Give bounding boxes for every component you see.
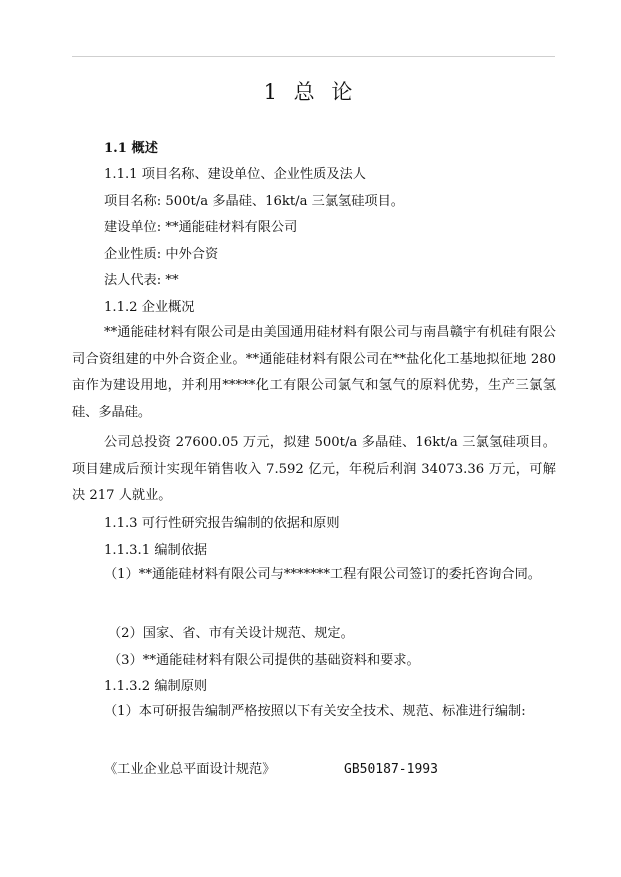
basis-item-2: （2）国家、省、市有关设计规范、规定。 [108, 626, 354, 641]
investment-paragraph: 公司总投资 27600.05 万元，拟建 500t/a 多晶硅、16kt/a 三氯氢硅项目。项目建成后预计实现年销售收入 7.592 亿元，年税后利润 34073.36 万元，可解决 217 人就业。 [72, 435, 556, 503]
section-heading-1-1: 1.1 概述 [104, 141, 158, 156]
section-heading-1-1-3-2: 1.1.3.2 编制原则 [104, 679, 208, 694]
section-heading-1-1-3: 1.1.3 可行性研究报告编制的依据和原则 [104, 516, 340, 531]
header-rule [72, 56, 555, 57]
nature-line: 企业性质: 中外合资 [104, 247, 219, 262]
basis-item-3: （3）**通能硅材料有限公司提供的基础资料和要求。 [108, 653, 420, 668]
standard-name: 《工业企业总平面设计规范》 [104, 762, 276, 777]
company-overview-paragraph: **通能硅材料有限公司是由美国通用硅材料有限公司与南昌赣宇有机硅有限公司合资组建的中外合资企业。**通能硅材料有限公司在**盐化化工基地拟征地 280 亩作为建设用地，并利用*****化工有限公司氯气和氢气的原料优势，生产三氯氢硅、多晶硅。 [72, 325, 556, 420]
standard-code: GB50187-1993 [344, 762, 438, 777]
chapter-title: 1 总 论 [263, 80, 358, 104]
section-heading-1-1-1: 1.1.1 项目名称、建设单位、企业性质及法人 [104, 167, 366, 182]
project-name-line: 项目名称: 500t/a 多晶硅、16kt/a 三氯氢硅项目。 [104, 194, 404, 209]
builder-line: 建设单位: **通能硅材料有限公司 [104, 220, 298, 235]
section-heading-1-1-2: 1.1.2 企业概况 [104, 300, 195, 315]
basis-item-1: （1）**通能硅材料有限公司与*******工程有限公司签订的委托咨询合同。 [104, 567, 541, 582]
principle-item-1: （1）本可研报告编制严格按照以下有关安全技术、规范、标准进行编制: [104, 704, 526, 719]
legal-rep-line: 法人代表: ** [104, 273, 179, 288]
section-heading-1-1-3-1: 1.1.3.1 编制依据 [104, 543, 208, 558]
